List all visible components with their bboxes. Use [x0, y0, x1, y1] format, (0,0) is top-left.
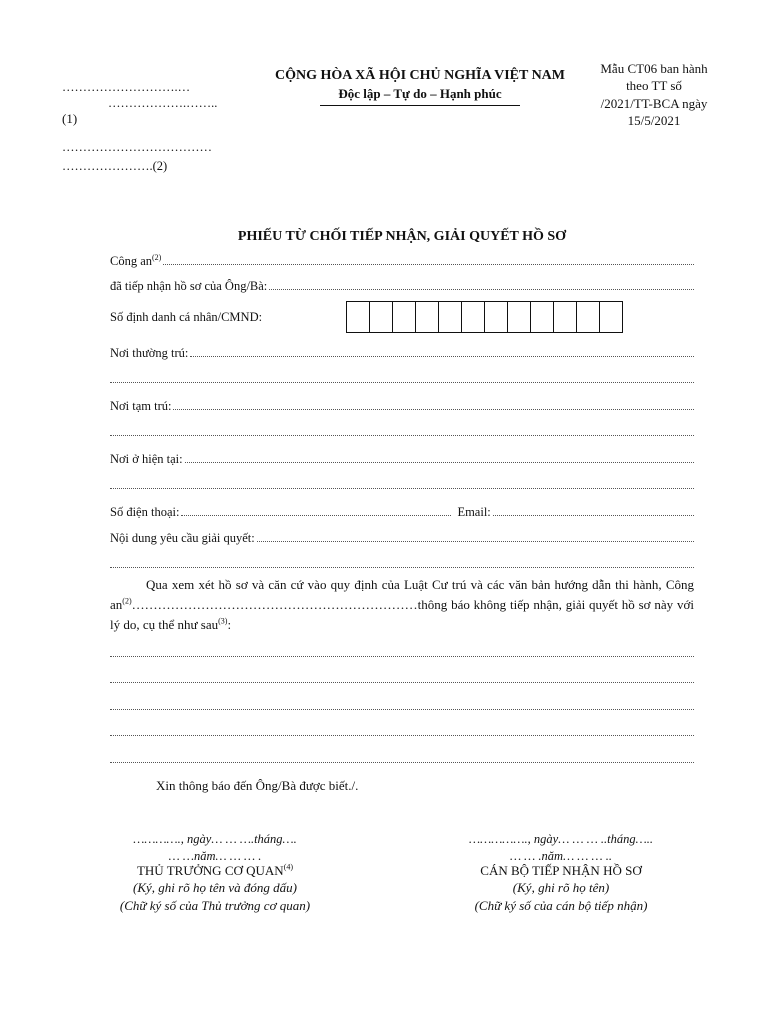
- field-noi-thuong-tru-dots: [190, 346, 694, 357]
- paragraph-part-2: …………………………………………………………: [131, 597, 418, 612]
- id-box[interactable]: [438, 301, 462, 333]
- left-date-line-1: …………., ngày… … ….tháng….: [133, 832, 297, 846]
- reason-line[interactable]: [110, 708, 694, 710]
- field-da-tiep-nhan-label: đã tiếp nhận hồ sơ của Ông/Bà:: [110, 279, 268, 293]
- id-box[interactable]: [530, 301, 554, 333]
- field-noi-thuong-tru-label: Nơi thường trú:: [110, 346, 189, 360]
- field-noi-tam-tru-line-2[interactable]: [110, 434, 694, 436]
- left-signer-role-sup: (4): [283, 862, 294, 872]
- id-box[interactable]: [507, 301, 531, 333]
- right-signer-role: CÁN BỘ TIẾP NHẬN HỒ SƠ: [480, 863, 642, 878]
- field-cong-an-dots: [163, 254, 694, 265]
- form-note-2: theo TT số: [626, 78, 682, 93]
- national-motto: Độc lập – Tự do – Hạnh phúc: [338, 86, 502, 101]
- paragraph-part-1: Qua xem xét hồ sơ và căn cứ vào quy định của Luật Cư trú và các văn bản hướng dẫn thi hành, Công an: [110, 577, 694, 612]
- closing-statement: Xin thông báo đến Ông/Bà được biết./.: [156, 778, 359, 793]
- right-signer-note-2: (Chữ ký số của cán bộ tiếp nhận): [474, 898, 648, 913]
- field-cong-an-sup: (2): [152, 252, 162, 262]
- field-noi-dung-dots: [257, 531, 694, 542]
- motto-underline: [320, 105, 520, 106]
- field-da-tiep-nhan[interactable]: [110, 279, 694, 294]
- reason-line[interactable]: [110, 761, 694, 763]
- form-note-1: Mẫu CT06 ban hành: [600, 61, 708, 76]
- left-signer-role-text: THỦ TRƯỞNG CƠ QUAN: [136, 863, 284, 878]
- id-box[interactable]: [553, 301, 577, 333]
- left-signer-note-2: (Chữ ký số của Thủ trưởng cơ quan): [119, 898, 311, 913]
- agency-line-1: ……………………….…: [62, 80, 191, 94]
- field-contact-row[interactable]: [110, 505, 694, 520]
- field-noi-tam-tru[interactable]: [110, 399, 694, 414]
- right-signer-note-1: (Ký, ghi rõ họ tên): [512, 880, 610, 895]
- field-cong-an-label: Công an: [110, 254, 153, 268]
- field-noi-tam-tru-dots: [173, 399, 694, 410]
- reason-line[interactable]: [110, 681, 694, 683]
- id-box[interactable]: [599, 301, 623, 333]
- reason-line[interactable]: [110, 655, 694, 657]
- field-noi-o-hien-tai-line-2[interactable]: [110, 487, 694, 489]
- document-title: PHIẾU TỪ CHỐI TIẾP NHẬN, GIẢI QUYẾT HỒ SƠ: [237, 229, 567, 244]
- left-date-line-2: … …năm… … … .: [168, 849, 262, 863]
- field-noi-dung-label: Nội dung yêu cầu giải quyết:: [110, 531, 255, 545]
- id-number-boxes[interactable]: [347, 301, 623, 333]
- form-note-3: /2021/TT-BCA ngày: [600, 96, 708, 111]
- right-date-line-2: … … .năm… … … ..: [509, 849, 613, 863]
- id-box[interactable]: [392, 301, 416, 333]
- paragraph-sup-2: (2): [122, 596, 132, 606]
- field-noi-dung[interactable]: [110, 531, 694, 546]
- field-cong-an[interactable]: [110, 254, 694, 269]
- id-box[interactable]: [369, 301, 393, 333]
- field-noi-thuong-tru-line-2[interactable]: [110, 381, 694, 383]
- field-noi-thuong-tru[interactable]: [110, 346, 694, 361]
- field-noi-tam-tru-label: Nơi tạm trú:: [110, 399, 172, 413]
- field-da-tiep-nhan-dots: [269, 279, 694, 290]
- id-box[interactable]: [461, 301, 485, 333]
- id-box[interactable]: [346, 301, 370, 333]
- decision-paragraph: [110, 575, 694, 635]
- reason-line[interactable]: [110, 734, 694, 736]
- field-so-dinh-danh-label: Số định danh cá nhân/CMND:: [110, 310, 263, 324]
- id-box[interactable]: [484, 301, 508, 333]
- agency-line-2: ……………….……..: [108, 96, 218, 110]
- id-box[interactable]: [415, 301, 439, 333]
- paragraph-part-3: thông báo không tiếp nhận, giải quyết hồ sơ này với lý do, cụ thể như sau: [110, 597, 694, 632]
- left-signer-note-1: (Ký, ghi rõ họ tên và đóng dấu): [133, 880, 297, 895]
- field-email-label: Email:: [457, 505, 491, 519]
- field-so-dien-thoai-dots[interactable]: [181, 505, 451, 516]
- paragraph-part-4: :: [227, 617, 232, 632]
- agency-line-3: ………………………………: [62, 140, 212, 154]
- form-note-4: 15/5/2021: [627, 113, 681, 128]
- field-noi-o-hien-tai-label: Nơi ở hiện tại:: [110, 452, 183, 466]
- agency-ref-1: (1): [62, 111, 78, 126]
- field-noi-dung-line-2[interactable]: [110, 566, 694, 568]
- field-so-dien-thoai-label: Số điện thoại:: [110, 505, 180, 519]
- field-email-dots[interactable]: [493, 505, 694, 516]
- agency-line-4: ………………….(2): [62, 159, 168, 173]
- field-noi-o-hien-tai[interactable]: [110, 452, 694, 467]
- left-signer-role: [90, 863, 340, 879]
- country-name: CỘNG HÒA XÃ HỘI CHỦ NGHĨA VIỆT NAM: [274, 68, 565, 83]
- id-box[interactable]: [576, 301, 600, 333]
- paragraph-sup-3: (3): [218, 616, 228, 626]
- right-date-line-1: ……………., ngày… … … ..tháng…..: [468, 832, 654, 846]
- field-noi-o-hien-tai-dots: [185, 452, 694, 463]
